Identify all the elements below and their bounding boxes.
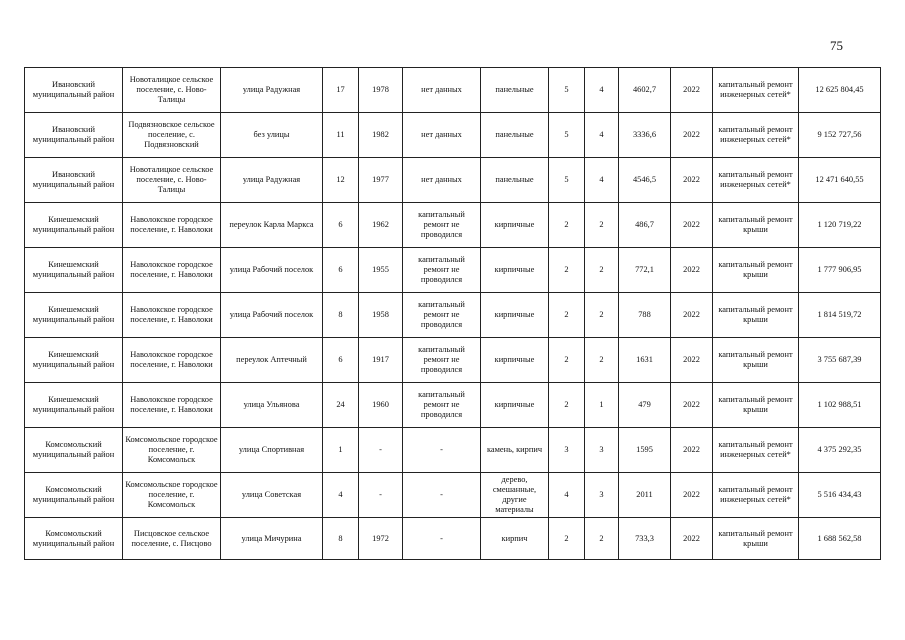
table-row bbox=[25, 383, 881, 428]
cell-area: 733,3 bbox=[619, 518, 671, 560]
cell-floors: 2 bbox=[549, 203, 585, 248]
cell-last-repair: - bbox=[403, 473, 481, 518]
cell-construction-year: 1955 bbox=[359, 248, 403, 293]
table-row bbox=[25, 68, 881, 113]
cell-cost: 3 755 687,39 bbox=[799, 338, 881, 383]
cell-construction-year: 1972 bbox=[359, 518, 403, 560]
cell-last-repair: капитальный ремонт не проводился bbox=[403, 383, 481, 428]
cell-work-type: капитальный ремонт крыши bbox=[713, 203, 799, 248]
cell-last-repair: капитальный ремонт не проводился bbox=[403, 248, 481, 293]
cell-area: 2011 bbox=[619, 473, 671, 518]
cell-last-repair: капитальный ремонт не проводился bbox=[403, 203, 481, 248]
cell-plan-year: 2022 bbox=[671, 248, 713, 293]
cell-house-number: 4 bbox=[323, 473, 359, 518]
cell-floors: 5 bbox=[549, 113, 585, 158]
cell-district: Комсомольский муниципальный район bbox=[25, 473, 123, 518]
cell-last-repair: капитальный ремонт не проводился bbox=[403, 338, 481, 383]
cell-floors: 3 bbox=[549, 428, 585, 473]
table-row bbox=[25, 293, 881, 338]
cell-district: Кинешемский муниципальный район bbox=[25, 293, 123, 338]
cell-last-repair: - bbox=[403, 428, 481, 473]
cell-work-type: капитальный ремонт инженерных сетей* bbox=[713, 68, 799, 113]
cell-house-number: 6 bbox=[323, 338, 359, 383]
page-number: 75 bbox=[830, 38, 843, 53]
cell-last-repair: нет данных bbox=[403, 68, 481, 113]
cell-work-type: капитальный ремонт инженерных сетей* bbox=[713, 113, 799, 158]
cell-work-type: капитальный ремонт крыши bbox=[713, 248, 799, 293]
cell-settlement: Подвязновское сельское поселение, с. Подвязновский bbox=[123, 113, 221, 158]
table-row bbox=[25, 428, 881, 473]
cell-floors: 2 bbox=[549, 518, 585, 560]
cell-construction-year: 1960 bbox=[359, 383, 403, 428]
cell-entrances: 2 bbox=[585, 293, 619, 338]
cell-cost: 1 688 562,58 bbox=[799, 518, 881, 560]
cell-cost: 12 471 640,55 bbox=[799, 158, 881, 203]
cell-house-number: 17 bbox=[323, 68, 359, 113]
cell-work-type: капитальный ремонт инженерных сетей* bbox=[713, 428, 799, 473]
cell-floors: 2 bbox=[549, 293, 585, 338]
cell-area: 4546,5 bbox=[619, 158, 671, 203]
table-row bbox=[25, 248, 881, 293]
cell-construction-year: 1978 bbox=[359, 68, 403, 113]
cell-plan-year: 2022 bbox=[671, 113, 713, 158]
cell-area: 486,7 bbox=[619, 203, 671, 248]
cell-cost: 1 814 519,72 bbox=[799, 293, 881, 338]
cell-house-number: 1 bbox=[323, 428, 359, 473]
cell-house-number: 6 bbox=[323, 248, 359, 293]
cell-cost: 12 625 804,45 bbox=[799, 68, 881, 113]
cell-construction-year: 1977 bbox=[359, 158, 403, 203]
cell-district: Ивановский муниципальный район bbox=[25, 158, 123, 203]
cell-settlement: Наволокское городское поселение, г. Наволоки bbox=[123, 293, 221, 338]
cell-wall-material: панельные bbox=[481, 113, 549, 158]
cell-construction-year: 1958 bbox=[359, 293, 403, 338]
cell-wall-material: кирпичные bbox=[481, 248, 549, 293]
cell-settlement: Наволокское городское поселение, г. Наволоки bbox=[123, 338, 221, 383]
table-row bbox=[25, 113, 881, 158]
cell-district: Кинешемский муниципальный район bbox=[25, 338, 123, 383]
housing-repair-table bbox=[24, 67, 881, 560]
cell-street: улица Рабочий поселок bbox=[221, 248, 323, 293]
cell-house-number: 11 bbox=[323, 113, 359, 158]
cell-floors: 4 bbox=[549, 473, 585, 518]
cell-street: улица Советская bbox=[221, 473, 323, 518]
cell-work-type: капитальный ремонт крыши bbox=[713, 338, 799, 383]
cell-settlement: Комсомольское городское поселение, г. Комсомольск bbox=[123, 473, 221, 518]
cell-entrances: 4 bbox=[585, 158, 619, 203]
cell-last-repair: капитальный ремонт не проводился bbox=[403, 293, 481, 338]
cell-street: улица Ульянова bbox=[221, 383, 323, 428]
cell-construction-year: 1962 bbox=[359, 203, 403, 248]
table-body bbox=[25, 68, 881, 560]
cell-settlement: Новоталицкое сельское поселение, с. Ново-Талицы bbox=[123, 68, 221, 113]
cell-cost: 5 516 434,43 bbox=[799, 473, 881, 518]
table-row bbox=[25, 158, 881, 203]
cell-entrances: 1 bbox=[585, 383, 619, 428]
cell-settlement: Новоталицкое сельское поселение, с. Ново-Талицы bbox=[123, 158, 221, 203]
cell-construction-year: - bbox=[359, 428, 403, 473]
cell-settlement: Наволокское городское поселение, г. Наволоки bbox=[123, 203, 221, 248]
cell-district: Кинешемский муниципальный район bbox=[25, 383, 123, 428]
cell-work-type: капитальный ремонт крыши bbox=[713, 383, 799, 428]
table-row bbox=[25, 473, 881, 518]
cell-entrances: 2 bbox=[585, 338, 619, 383]
cell-work-type: капитальный ремонт крыши bbox=[713, 293, 799, 338]
cell-entrances: 4 bbox=[585, 68, 619, 113]
table-row bbox=[25, 518, 881, 560]
cell-area: 1595 bbox=[619, 428, 671, 473]
cell-plan-year: 2022 bbox=[671, 383, 713, 428]
cell-house-number: 6 bbox=[323, 203, 359, 248]
cell-last-repair: - bbox=[403, 518, 481, 560]
cell-settlement: Наволокское городское поселение, г. Наволоки bbox=[123, 383, 221, 428]
cell-plan-year: 2022 bbox=[671, 293, 713, 338]
cell-floors: 2 bbox=[549, 383, 585, 428]
cell-street: без улицы bbox=[221, 113, 323, 158]
cell-district: Кинешемский муниципальный район bbox=[25, 203, 123, 248]
cell-settlement: Наволокское городское поселение, г. Наволоки bbox=[123, 248, 221, 293]
cell-entrances: 2 bbox=[585, 248, 619, 293]
cell-entrances: 4 bbox=[585, 113, 619, 158]
cell-street: улица Спортивная bbox=[221, 428, 323, 473]
cell-plan-year: 2022 bbox=[671, 518, 713, 560]
cell-wall-material: панельные bbox=[481, 68, 549, 113]
cell-street: переулок Аптечный bbox=[221, 338, 323, 383]
cell-area: 4602,7 bbox=[619, 68, 671, 113]
cell-wall-material: панельные bbox=[481, 158, 549, 203]
cell-last-repair: нет данных bbox=[403, 113, 481, 158]
cell-floors: 5 bbox=[549, 158, 585, 203]
cell-plan-year: 2022 bbox=[671, 428, 713, 473]
cell-area: 788 bbox=[619, 293, 671, 338]
cell-cost: 1 120 719,22 bbox=[799, 203, 881, 248]
cell-work-type: капитальный ремонт крыши bbox=[713, 518, 799, 560]
cell-settlement: Комсомольское городское поселение, г. Комсомольск bbox=[123, 428, 221, 473]
cell-cost: 4 375 292,35 bbox=[799, 428, 881, 473]
cell-district: Комсомольский муниципальный район bbox=[25, 428, 123, 473]
cell-wall-material: кирпич bbox=[481, 518, 549, 560]
table-row bbox=[25, 203, 881, 248]
cell-district: Ивановский муниципальный район bbox=[25, 68, 123, 113]
cell-area: 772,1 bbox=[619, 248, 671, 293]
cell-house-number: 8 bbox=[323, 293, 359, 338]
cell-wall-material: дерево, смешанные, другие материалы bbox=[481, 473, 549, 518]
cell-street: переулок Карла Маркса bbox=[221, 203, 323, 248]
cell-wall-material: камень, кирпич bbox=[481, 428, 549, 473]
cell-work-type: капитальный ремонт инженерных сетей* bbox=[713, 158, 799, 203]
cell-area: 479 bbox=[619, 383, 671, 428]
cell-work-type: капитальный ремонт инженерных сетей* bbox=[713, 473, 799, 518]
cell-entrances: 2 bbox=[585, 203, 619, 248]
cell-plan-year: 2022 bbox=[671, 338, 713, 383]
cell-house-number: 12 bbox=[323, 158, 359, 203]
cell-area: 3336,6 bbox=[619, 113, 671, 158]
cell-floors: 2 bbox=[549, 338, 585, 383]
cell-entrances: 3 bbox=[585, 473, 619, 518]
cell-plan-year: 2022 bbox=[671, 473, 713, 518]
cell-plan-year: 2022 bbox=[671, 203, 713, 248]
cell-floors: 2 bbox=[549, 248, 585, 293]
cell-plan-year: 2022 bbox=[671, 68, 713, 113]
cell-construction-year: - bbox=[359, 473, 403, 518]
cell-district: Кинешемский муниципальный район bbox=[25, 248, 123, 293]
table-row bbox=[25, 338, 881, 383]
cell-wall-material: кирпичные bbox=[481, 293, 549, 338]
cell-street: улица Рабочий поселок bbox=[221, 293, 323, 338]
cell-construction-year: 1982 bbox=[359, 113, 403, 158]
cell-settlement: Писцовское сельское поселение, с. Писцово bbox=[123, 518, 221, 560]
cell-entrances: 3 bbox=[585, 428, 619, 473]
cell-wall-material: кирпичные bbox=[481, 383, 549, 428]
cell-cost: 1 102 988,51 bbox=[799, 383, 881, 428]
cell-street: улица Радужная bbox=[221, 68, 323, 113]
cell-district: Ивановский муниципальный район bbox=[25, 113, 123, 158]
cell-street: улица Мичурина bbox=[221, 518, 323, 560]
cell-construction-year: 1917 bbox=[359, 338, 403, 383]
cell-entrances: 2 bbox=[585, 518, 619, 560]
cell-wall-material: кирпичные bbox=[481, 338, 549, 383]
cell-floors: 5 bbox=[549, 68, 585, 113]
cell-plan-year: 2022 bbox=[671, 158, 713, 203]
cell-district: Комсомольский муниципальный район bbox=[25, 518, 123, 560]
cell-wall-material: кирпичные bbox=[481, 203, 549, 248]
cell-house-number: 8 bbox=[323, 518, 359, 560]
cell-street: улица Радужная bbox=[221, 158, 323, 203]
cell-cost: 1 777 906,95 bbox=[799, 248, 881, 293]
cell-area: 1631 bbox=[619, 338, 671, 383]
cell-last-repair: нет данных bbox=[403, 158, 481, 203]
cell-house-number: 24 bbox=[323, 383, 359, 428]
cell-cost: 9 152 727,56 bbox=[799, 113, 881, 158]
